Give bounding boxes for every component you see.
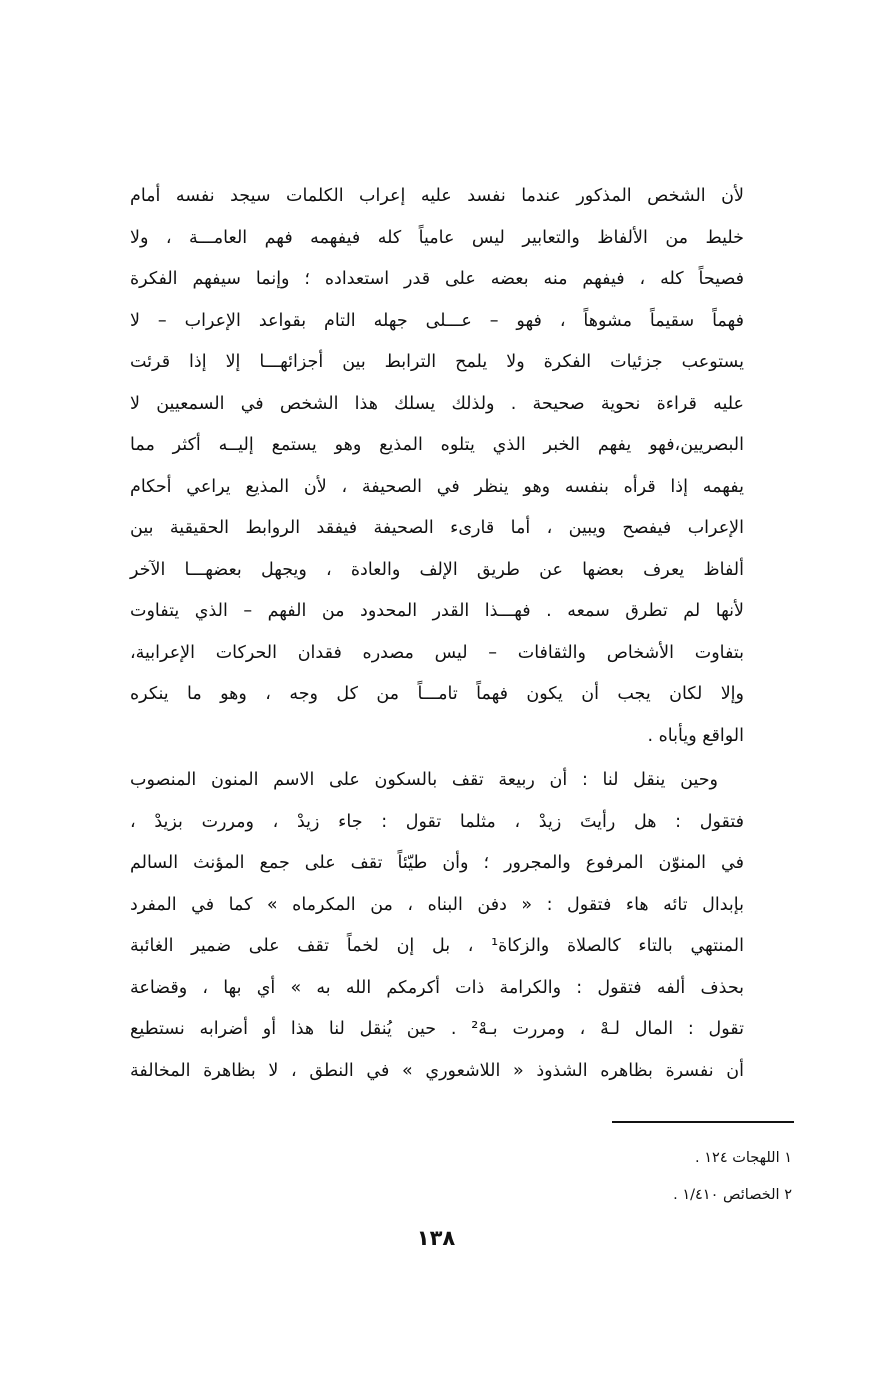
text-line: تقول : المال لـهْ ، ومررت بـهْ² . حين يُنقل لنا هذا أو أضرابه نستطيع (130, 1019, 744, 1039)
text-line: بإبدال تائه هاء فتقول : « دفن البناه ، من المكرماه » كما في المفرد (130, 894, 744, 915)
page-number: ١٣٨ (416, 1226, 456, 1250)
paragraph-1 (130, 176, 744, 757)
text-line: فتقول : هل رأيتَ زيدْ ، مثلما تقول : جاء زيدْ ، ومررت بزيدْ ، (130, 811, 744, 832)
text-line: يستوعب جزئيات الفكرة ولا يلمح الترابط بين أجزائهـــا إلا إذا قرئت (130, 352, 744, 372)
footnote-2: ٢ الخصائص ١/٤١٠ . (673, 1187, 792, 1203)
text-line: ألفاظ يعرف بعضها عن طريق الإلف والعادة ، ويجهل بعضهـــا الآخر (130, 559, 744, 580)
text-line: البصريين،فهو يفهم الخبر الذي يتلوه المذيع وهو يستمع إليــه أكثر مما (130, 435, 744, 455)
text-line: يفهمه إذا قرأه بنفسه وهو ينظر في الصحيفة ، لأن المذيع يراعي أحكام (130, 476, 744, 497)
text-line: بتفاوت الأشخاص والثقافات – ليس مصدره فقدان الحركات الإعرابية، (130, 642, 744, 663)
text-line: وإلا لكان يجب أن يكون فهماً تامـــاً من كل وجه ، وهو ما ينكره (130, 684, 744, 704)
text-line: فصيحاً كله ، فيفهم منه بعضه على قدر استعداده ؛ وإنما سيفهم الفكرة (130, 269, 744, 289)
footnotes (500, 1140, 792, 1214)
footnote-divider (612, 1121, 794, 1123)
text-line: الواقع ويأباه . (647, 725, 744, 746)
text-line: المنتهي بالتاء كالصلاة والزكاة¹ ، بل إن لخماً تقف على ضمير الغائبة (130, 936, 744, 956)
text-line: لأنها لم تطرق سمعه . فهـــذا القدر المحدود من الفهم – الذي يتفاوت (130, 601, 744, 621)
text-line: الإعراب فيفصح ويبين ، أما قارىء الصحيفة فيفقد الروابط الحقيقية بين (130, 518, 744, 538)
text-line: خليط من الألفاظ والتعابير ليس عامياً كله فيفهمه فهم العامـــة ، ولا (130, 227, 744, 248)
text-line: لأن الشخص المذكور عندما نفسد عليه إعراب الكلمات سيجد نفسه أمام (130, 186, 744, 206)
text-line: عليه قراءة نحوية صحيحة . ولذلك يسلك هذا الشخص في السمعيين لا (130, 393, 744, 414)
text-line: وحين ينقل لنا : أن ربيعة تقف بالسكون على الاسم المنون المنصوب (130, 770, 718, 790)
paragraph-2 (130, 760, 744, 1092)
text-line: في المنوّن المرفوع والمجرور ؛ وأن طيّئاً تقف على جمع المؤنث السالم (130, 853, 744, 873)
text-line: أن نفسرة بظاهره الشذوذ « اللاشعوري » في النطق ، لا بظاهرة المخالفة (130, 1060, 744, 1081)
text-line: بحذف ألفه فتقول : والكرامة ذات أكرمكم الله به » أي بها ، وقضاعة (130, 977, 744, 998)
footnote-1: ١ اللهجات ١٢٤ . (695, 1150, 792, 1166)
text-line: فهماً سقيماً مشوهاً ، فهو – عـــلى جهله التام بقواعد الإعراب – لا (130, 310, 744, 331)
